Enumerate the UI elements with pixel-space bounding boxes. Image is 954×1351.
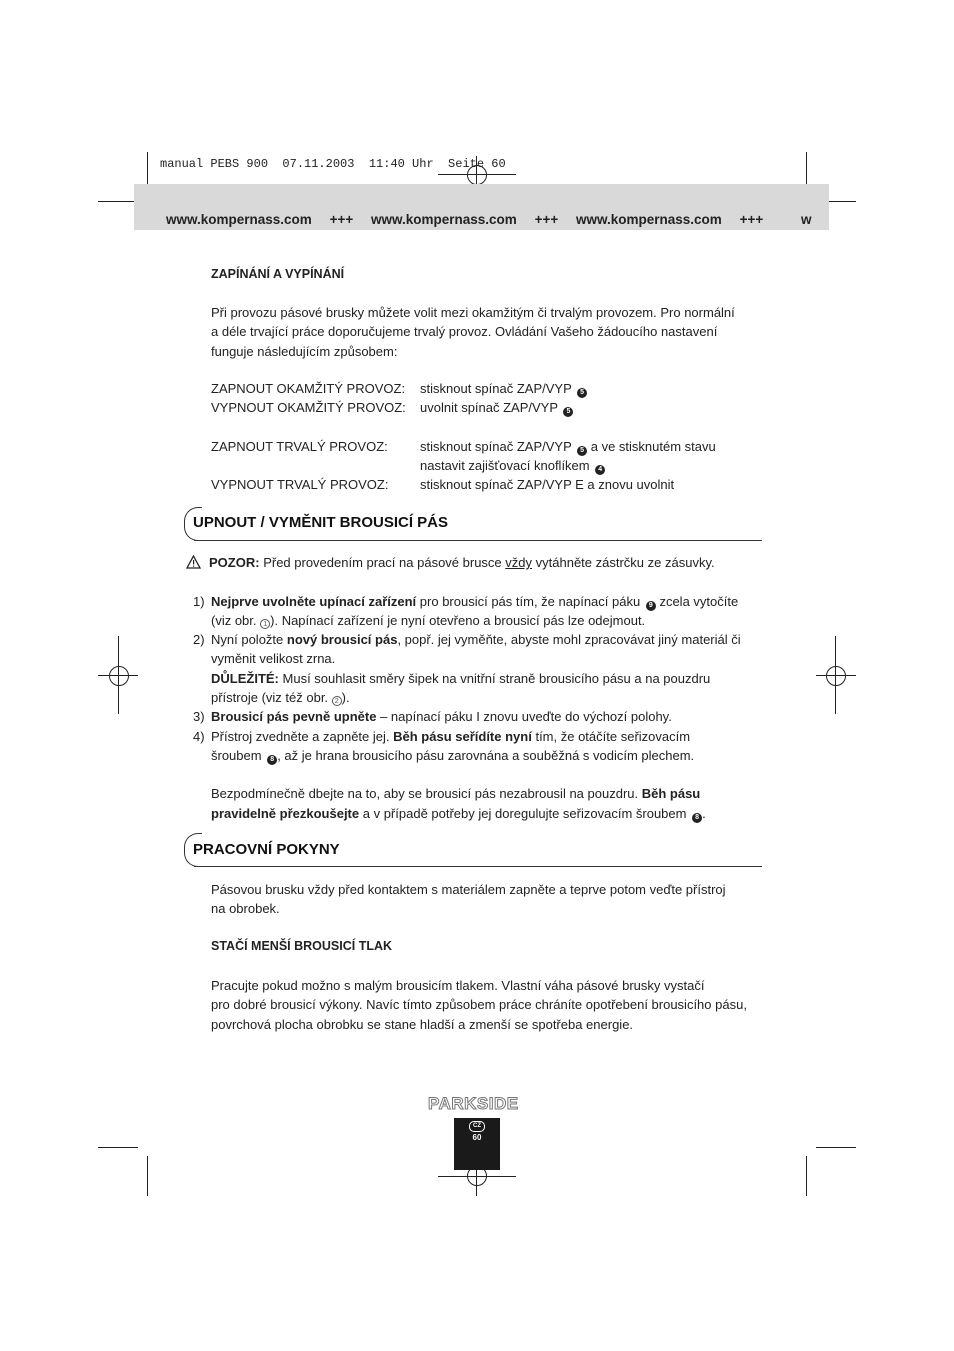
step-text: (viz obr. 1 ). Napínací zařízení je nyní otevřeno a brousicí pás lze odejmout.	[211, 613, 646, 628]
work-intro	[211, 880, 726, 919]
step-number: 3)	[193, 709, 205, 724]
figure-ref-badge: 1	[260, 619, 270, 629]
text-line: Při provozu pásové brusky můžete volit mezi okamžitým či trvalým provozem. Pro normální	[211, 305, 735, 320]
step-text: šroubem 8 , až je hrana brousicího pásu zarovnána a souběžná s vodicím plechem.	[211, 748, 695, 763]
text-line: funguje následujícím způsobem:	[211, 343, 398, 359]
step-number: 1)	[193, 594, 205, 609]
switch-row	[211, 398, 406, 417]
figure-ref-badge: 2	[332, 696, 342, 706]
switch-row	[211, 475, 388, 494]
step-text: vyměnit velikost zrna.	[211, 651, 336, 666]
country-badge: CZ	[469, 1121, 485, 1132]
section-title-work: PRACOVNÍ POKYNY	[193, 841, 340, 858]
step-text: Brousicí pás pevně upněte – napínací páku I znovu uveďte do výchozí polohy.	[211, 709, 672, 724]
switch-action: uvolnit spínač ZAP/VYP 5	[420, 398, 573, 417]
step-number: 2)	[193, 632, 205, 647]
url-text: www.kompernass.com	[371, 212, 517, 227]
text-line: pro dobré brousicí výkony. Navíc tímto způsobem práce chráníte opotřebení brousicího pásu,	[211, 997, 747, 1013]
pressure-body	[211, 976, 747, 1034]
text-line: a déle trvající práce doporučujeme trvalý provoz. Ovládání Vašeho žádoucího nastavení	[211, 324, 718, 340]
print-slug: manual PEBS 900 07.11.2003 11:40 Uhr Seite 60	[160, 157, 506, 171]
switch-action: stisknout spínač ZAP/VYP 5 a ve stisknutém stavu	[420, 439, 716, 454]
part-ref-badge: 5	[563, 407, 573, 417]
important-note: DŮLEŽITÉ: Musí souhlasit směry šipek na vnitřní straně brousicího pásu a na pouzdru	[211, 671, 711, 686]
parkside-logo: PARKSIDE	[428, 1094, 519, 1113]
switch-action: stisknout spínač ZAP/VYP 5	[420, 379, 587, 398]
text-line: povrchová plocha obrobku se stane hladší a zmenší se spotřeba energie.	[211, 1016, 634, 1032]
part-ref-badge: 8	[267, 755, 277, 765]
warning-label: POZOR:	[209, 555, 260, 570]
switch-label: ZAPNOUT OKAMŽITÝ PROVOZ:	[211, 381, 406, 396]
separator: +++	[329, 212, 354, 227]
text-line: Pásovou brusku vždy před kontaktem s materiálem zapněte a teprve potom veďte přístroj	[211, 882, 726, 897]
part-ref-badge: 8	[692, 813, 702, 823]
text-line: na obrobek.	[211, 901, 280, 917]
part-ref-badge: 4	[595, 465, 605, 475]
switching-intro	[211, 303, 735, 361]
part-ref-badge: 5	[577, 388, 587, 398]
section-rule	[194, 866, 762, 867]
switch-action: nastavit zajišťovací knoflíkem 4	[420, 456, 605, 475]
switch-action: stisknout spínač ZAP/VYP E a znovu uvolnit	[420, 477, 675, 492]
belt-note: pravidelně přezkoušejte a v případě potřeby jej doregulujte seřizovacím šroubem 8 .	[211, 806, 706, 821]
separator: +++	[739, 212, 764, 227]
text-line: Pracujte pokud možno s malým brousicím tlakem. Vlastní váha pásové brusky vystačí	[211, 978, 705, 993]
crosshair-right	[826, 666, 846, 686]
url-banner	[166, 212, 866, 227]
page-number-box	[454, 1118, 500, 1170]
url-text: www.kompernass.com	[166, 212, 312, 227]
step-text: Přístroj zvedněte a zapněte jej. Běh pásu seřídíte nyní tím, že otáčíte seřizovacím	[211, 729, 691, 744]
underlined-word: vždy	[505, 555, 533, 570]
switch-label: VYPNOUT TRVALÝ PROVOZ:	[211, 477, 389, 492]
pressure-heading: STAČÍ MENŠÍ BROUSICÍ TLAK	[211, 939, 393, 953]
step-text: Nyní položte nový brousicí pás, popř. jej vyměňte, abyste mohl zpracovávat jiný materiál či	[211, 632, 741, 647]
switch-row	[211, 379, 405, 398]
warning-triangle-icon	[186, 555, 201, 569]
belt-note: Bezpodmínečně dbejte na to, aby se brousicí pás nezabrousil na pouzdru. Běh pásu	[211, 786, 701, 801]
part-ref-badge: 5	[577, 446, 587, 456]
warning-line: POZOR: Před provedením prací na pásové brusce vždy vytáhněte zástrčku ze zásuvky.	[186, 553, 715, 572]
switch-label: ZAPNOUT TRVALÝ PROVOZ:	[211, 439, 388, 454]
page-number: 60	[472, 1133, 482, 1142]
part-ref-badge: 9	[646, 601, 656, 611]
important-note: přístroje (viz též obr. 2 ).	[211, 690, 350, 705]
step-number: 4)	[193, 729, 205, 744]
separator: +++	[534, 212, 559, 227]
section-rule	[194, 540, 762, 541]
switch-label: VYPNOUT OKAMŽITÝ PROVOZ:	[211, 400, 406, 415]
crosshair-left	[109, 666, 129, 686]
url-text-cut: w	[801, 212, 812, 227]
section-title-belt: UPNOUT / VYMĚNIT BROUSICÍ PÁS	[193, 514, 449, 531]
step-text: Nejprve uvolněte upínací zařízení pro brousicí pás tím, že napínací páku 9 zcela vytočíte	[211, 594, 739, 609]
switch-row	[211, 437, 388, 456]
url-text: www.kompernass.com	[576, 212, 722, 227]
switching-heading: ZAPÍNÁNÍ A VYPÍNÁNÍ	[211, 267, 345, 281]
